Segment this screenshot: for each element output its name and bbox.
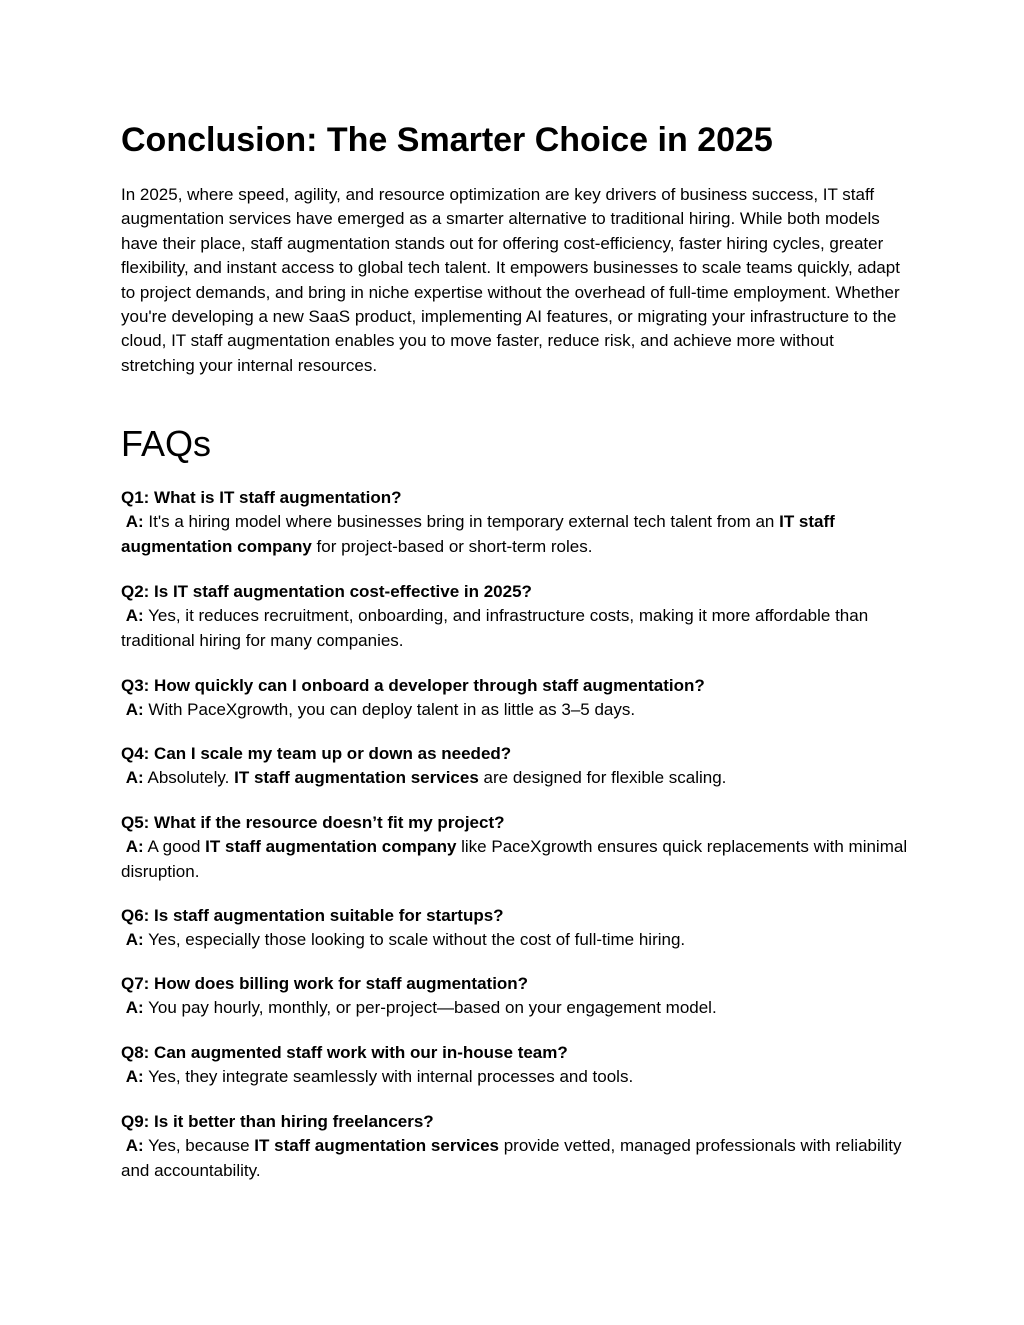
faq-question: Q6: Is staff augmentation suitable for startups? — [121, 906, 504, 925]
faq-answer — [121, 698, 911, 722]
faq-item-6 — [121, 904, 911, 953]
answer-prefix: A: — [125, 768, 144, 788]
faq-answer — [121, 928, 911, 952]
faq-answer — [121, 766, 911, 790]
faq-question: Q9: Is it better than hiring freelancers? — [121, 1112, 434, 1131]
faq-item-9 — [121, 1110, 911, 1183]
conclusion-heading: Conclusion: The Smarter Choice in 2025 — [121, 121, 773, 159]
faq-answer — [121, 1065, 911, 1089]
faq-question: Q4: Can I scale my team up or down as needed? — [121, 744, 512, 763]
faq-item-5 — [121, 811, 911, 884]
answer-text: Yes, especially those looking to scale without the cost of full-time hiring. — [148, 930, 686, 950]
faqs-heading: FAQs — [121, 423, 212, 464]
faq-answer — [121, 835, 911, 884]
faq-question: Q7: How does billing work for staff augmentation? — [121, 974, 529, 993]
answer-text: You pay hourly, monthly, or per-project—based on your engagement model. — [148, 998, 717, 1018]
faq-item-8 — [121, 1041, 911, 1090]
answer-emphasis: IT staff augmentation company — [121, 512, 835, 556]
faq-answer — [121, 604, 911, 653]
faq-answer — [121, 996, 911, 1020]
answer-prefix: A: — [125, 1136, 144, 1156]
faq-item-4 — [121, 742, 911, 791]
answer-text: It's a hiring model where businesses bring in temporary external tech talent from an — [148, 512, 780, 532]
faq-question: Q2: Is IT staff augmentation cost-effective in 2025? — [121, 582, 532, 601]
answer-prefix: A: — [125, 837, 144, 857]
faq-item-1 — [121, 486, 911, 559]
faq-answer — [121, 1134, 911, 1183]
conclusion-paragraph: In 2025, where speed, agility, and resource optimization are key drivers of business success, IT staff augmentation services have emerged as a smarter alternative to traditional hiring. While both models have their place, staff augmentation stands out for offering cost-efficiency, faster hiring cycles, greater flexibility, and instant access to global tech talent. It empowers businesses to scale teams quickly, adapt to project demands, and bring in niche expertise without the overhead of full-time employment. Whether you're developing a new SaaS product, implementing AI features, or migrating your infrastructure to the cloud, IT staff augmentation enables you to move faster, reduce risk, and achieve more without stretching your internal resources. — [121, 185, 900, 375]
answer-text: for project-based or short-term roles. — [311, 536, 593, 556]
answer-prefix: A: — [125, 1067, 144, 1087]
answer-text: provide vetted, managed professionals with reliability and accountability. — [121, 1136, 902, 1180]
answer-prefix: A: — [125, 998, 144, 1018]
faq-answer — [121, 510, 911, 559]
answer-text: like PaceXgrowth ensures quick replacements with minimal disruption. — [121, 837, 908, 881]
answer-text: Yes, because — [148, 1136, 255, 1156]
answer-prefix: A: — [125, 606, 144, 626]
answer-prefix: A: — [125, 700, 144, 720]
faq-question: Q5: What if the resource doesn’t fit my project? — [121, 813, 505, 832]
faq-item-3 — [121, 674, 911, 723]
answer-text: With PaceXgrowth, you can deploy talent in as little as 3–5 days. — [148, 700, 636, 720]
faq-item-7 — [121, 972, 911, 1021]
answer-text: Yes, they integrate seamlessly with internal processes and tools. — [148, 1067, 634, 1087]
answer-emphasis: IT staff augmentation company — [205, 837, 457, 857]
faq-question: Q3: How quickly can I onboard a developer through staff augmentation? — [121, 676, 705, 695]
answer-text: Absolutely. — [147, 768, 235, 788]
faq-question: Q8: Can augmented staff work with our in-house team? — [121, 1043, 568, 1062]
answer-emphasis: IT staff augmentation services — [254, 1136, 499, 1156]
faq-question: Q1: What is IT staff augmentation? — [121, 488, 402, 507]
answer-prefix: A: — [125, 512, 144, 532]
answer-text: Yes, it reduces recruitment, onboarding, and infrastructure costs, making it more affordable than traditional hiring for many companies. — [121, 606, 869, 650]
faq-item-2 — [121, 580, 911, 653]
answer-prefix: A: — [125, 930, 144, 950]
answer-text: A good — [147, 837, 206, 857]
answer-text: are designed for flexible scaling. — [478, 768, 727, 788]
answer-emphasis: IT staff augmentation services — [234, 768, 479, 788]
